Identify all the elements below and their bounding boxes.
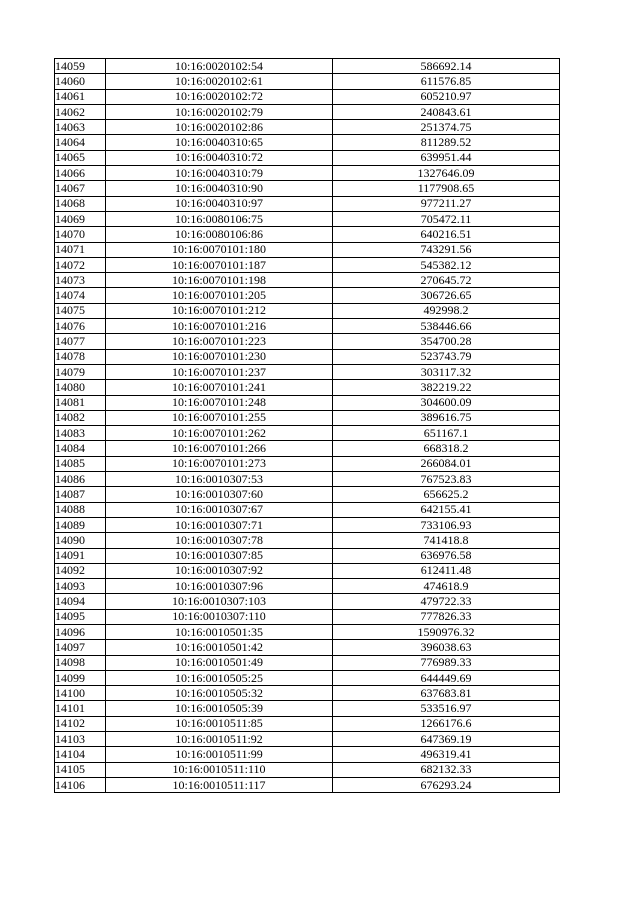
table-row xyxy=(55,181,560,196)
cadastral-number-cell: 10:16:0010307:103 xyxy=(106,594,333,609)
value-cell: 733106.93 xyxy=(333,517,560,532)
value-cell: 354700.28 xyxy=(333,334,560,349)
table-row xyxy=(55,472,560,487)
row-number-cell: 14070 xyxy=(55,227,106,242)
value-cell: 642155.41 xyxy=(333,502,560,517)
cadastral-number-cell: 10:16:0020102:72 xyxy=(106,89,333,104)
value-cell: 743291.56 xyxy=(333,242,560,257)
row-number-cell: 14075 xyxy=(55,303,106,318)
table-row xyxy=(55,563,560,578)
table-row xyxy=(55,120,560,135)
row-number-cell: 14103 xyxy=(55,732,106,747)
value-cell: 767523.83 xyxy=(333,472,560,487)
value-cell: 586692.14 xyxy=(333,59,560,74)
value-cell: 776989.33 xyxy=(333,655,560,670)
table-row xyxy=(55,502,560,517)
value-cell: 977211.27 xyxy=(333,196,560,211)
row-number-cell: 14092 xyxy=(55,563,106,578)
cadastral-number-cell: 10:16:0070101:266 xyxy=(106,441,333,456)
row-number-cell: 14087 xyxy=(55,487,106,502)
value-cell: 303117.32 xyxy=(333,364,560,379)
table-row xyxy=(55,303,560,318)
row-number-cell: 14062 xyxy=(55,104,106,119)
row-number-cell: 14097 xyxy=(55,640,106,655)
table-row xyxy=(55,777,560,792)
table-row xyxy=(55,319,560,334)
table-row xyxy=(55,716,560,731)
value-cell: 389616.75 xyxy=(333,410,560,425)
table-row xyxy=(55,135,560,150)
cadastral-number-cell: 10:16:0040310:65 xyxy=(106,135,333,150)
table-row xyxy=(55,624,560,639)
value-cell: 523743.79 xyxy=(333,349,560,364)
table-row xyxy=(55,89,560,104)
table-row xyxy=(55,196,560,211)
cadastral-number-cell: 10:16:0040310:97 xyxy=(106,196,333,211)
row-number-cell: 14077 xyxy=(55,334,106,349)
table-row xyxy=(55,747,560,762)
row-number-cell: 14066 xyxy=(55,166,106,181)
value-cell: 705472.11 xyxy=(333,211,560,226)
cadastral-number-cell: 10:16:0070101:241 xyxy=(106,380,333,395)
cadastral-number-cell: 10:16:0010307:85 xyxy=(106,548,333,563)
cadastral-number-cell: 10:16:0010501:35 xyxy=(106,624,333,639)
value-cell: 612411.48 xyxy=(333,563,560,578)
cadastral-number-cell: 10:16:0070101:198 xyxy=(106,273,333,288)
row-number-cell: 14071 xyxy=(55,242,106,257)
value-cell: 545382.12 xyxy=(333,257,560,272)
table-row xyxy=(55,655,560,670)
value-cell: 304600.09 xyxy=(333,395,560,410)
row-number-cell: 14061 xyxy=(55,89,106,104)
row-number-cell: 14104 xyxy=(55,747,106,762)
table-row xyxy=(55,762,560,777)
table-row xyxy=(55,594,560,609)
table-row xyxy=(55,686,560,701)
table-row xyxy=(55,517,560,532)
row-number-cell: 14069 xyxy=(55,211,106,226)
cadastral-number-cell: 10:16:0070101:212 xyxy=(106,303,333,318)
table-row xyxy=(55,273,560,288)
value-cell: 611576.85 xyxy=(333,74,560,89)
cadastral-number-cell: 10:16:0070101:230 xyxy=(106,349,333,364)
row-number-cell: 14099 xyxy=(55,670,106,685)
row-number-cell: 14060 xyxy=(55,74,106,89)
table-row xyxy=(55,426,560,441)
table-row xyxy=(55,166,560,181)
cadastral-number-cell: 10:16:0020102:86 xyxy=(106,120,333,135)
value-cell: 644449.69 xyxy=(333,670,560,685)
table-body xyxy=(55,59,560,793)
cadastral-number-cell: 10:16:0070101:237 xyxy=(106,364,333,379)
cadastral-number-cell: 10:16:0010505:25 xyxy=(106,670,333,685)
value-cell: 741418.8 xyxy=(333,533,560,548)
value-cell: 306726.65 xyxy=(333,288,560,303)
cadastral-number-cell: 10:16:0010307:67 xyxy=(106,502,333,517)
row-number-cell: 14096 xyxy=(55,624,106,639)
value-cell: 811289.52 xyxy=(333,135,560,150)
row-number-cell: 14080 xyxy=(55,380,106,395)
row-number-cell: 14091 xyxy=(55,548,106,563)
cadastral-number-cell: 10:16:0010511:110 xyxy=(106,762,333,777)
value-cell: 639951.44 xyxy=(333,150,560,165)
row-number-cell: 14082 xyxy=(55,410,106,425)
value-cell: 1327646.09 xyxy=(333,166,560,181)
table-row xyxy=(55,533,560,548)
value-cell: 1590976.32 xyxy=(333,624,560,639)
value-cell: 270645.72 xyxy=(333,273,560,288)
value-cell: 656625.2 xyxy=(333,487,560,502)
value-cell: 647369.19 xyxy=(333,732,560,747)
cadastral-number-cell: 10:16:0070101:255 xyxy=(106,410,333,425)
cadastral-number-cell: 10:16:0010511:85 xyxy=(106,716,333,731)
table-row xyxy=(55,487,560,502)
row-number-cell: 14105 xyxy=(55,762,106,777)
table-row xyxy=(55,211,560,226)
cadastral-number-cell: 10:16:0010307:60 xyxy=(106,487,333,502)
row-number-cell: 14083 xyxy=(55,426,106,441)
value-cell: 682132.33 xyxy=(333,762,560,777)
row-number-cell: 14067 xyxy=(55,181,106,196)
row-number-cell: 14098 xyxy=(55,655,106,670)
value-cell: 396038.63 xyxy=(333,640,560,655)
cadastral-number-cell: 10:16:0040310:72 xyxy=(106,150,333,165)
row-number-cell: 14095 xyxy=(55,609,106,624)
value-cell: 479722.33 xyxy=(333,594,560,609)
value-cell: 651167.1 xyxy=(333,426,560,441)
table-row xyxy=(55,104,560,119)
cadastral-number-cell: 10:16:0010307:78 xyxy=(106,533,333,548)
cadastral-number-cell: 10:16:0010511:99 xyxy=(106,747,333,762)
cadastral-number-cell: 10:16:0010501:42 xyxy=(106,640,333,655)
row-number-cell: 14090 xyxy=(55,533,106,548)
row-number-cell: 14068 xyxy=(55,196,106,211)
cadastral-number-cell: 10:16:0010307:53 xyxy=(106,472,333,487)
value-cell: 251374.75 xyxy=(333,120,560,135)
table-row xyxy=(55,395,560,410)
table-row xyxy=(55,640,560,655)
value-cell: 668318.2 xyxy=(333,441,560,456)
row-number-cell: 14065 xyxy=(55,150,106,165)
cadastral-number-cell: 10:16:0070101:262 xyxy=(106,426,333,441)
table-row xyxy=(55,257,560,272)
value-cell: 676293.24 xyxy=(333,777,560,792)
table-row xyxy=(55,441,560,456)
row-number-cell: 14100 xyxy=(55,686,106,701)
cadastral-number-cell: 10:16:0080106:75 xyxy=(106,211,333,226)
table-row xyxy=(55,670,560,685)
cadastral-number-cell: 10:16:0020102:61 xyxy=(106,74,333,89)
row-number-cell: 14101 xyxy=(55,701,106,716)
table-row xyxy=(55,59,560,74)
cadastral-number-cell: 10:16:0070101:223 xyxy=(106,334,333,349)
table-row xyxy=(55,334,560,349)
table-row xyxy=(55,349,560,364)
cadastral-number-cell: 10:16:0010505:39 xyxy=(106,701,333,716)
row-number-cell: 14094 xyxy=(55,594,106,609)
value-cell: 474618.9 xyxy=(333,579,560,594)
table-row xyxy=(55,609,560,624)
cadastral-number-cell: 10:16:0010511:92 xyxy=(106,732,333,747)
cadastral-number-cell: 10:16:0010307:110 xyxy=(106,609,333,624)
value-cell: 777826.33 xyxy=(333,609,560,624)
row-number-cell: 14088 xyxy=(55,502,106,517)
row-number-cell: 14074 xyxy=(55,288,106,303)
row-number-cell: 14059 xyxy=(55,59,106,74)
value-cell: 538446.66 xyxy=(333,319,560,334)
row-number-cell: 14072 xyxy=(55,257,106,272)
value-cell: 637683.81 xyxy=(333,686,560,701)
table-row xyxy=(55,288,560,303)
cadastral-number-cell: 10:16:0040310:90 xyxy=(106,181,333,196)
table-row xyxy=(55,242,560,257)
table-row xyxy=(55,380,560,395)
cadastral-number-cell: 10:16:0070101:248 xyxy=(106,395,333,410)
table-row xyxy=(55,227,560,242)
row-number-cell: 14063 xyxy=(55,120,106,135)
cadastral-number-cell: 10:16:0010511:117 xyxy=(106,777,333,792)
cadastral-number-cell: 10:16:0020102:79 xyxy=(106,104,333,119)
cadastral-number-cell: 10:16:0010307:92 xyxy=(106,563,333,578)
row-number-cell: 14076 xyxy=(55,319,106,334)
cadastral-number-cell: 10:16:0020102:54 xyxy=(106,59,333,74)
table-row xyxy=(55,456,560,471)
value-cell: 1266176.6 xyxy=(333,716,560,731)
row-number-cell: 14081 xyxy=(55,395,106,410)
row-number-cell: 14086 xyxy=(55,472,106,487)
value-cell: 382219.22 xyxy=(333,380,560,395)
cadastral-number-cell: 10:16:0070101:273 xyxy=(106,456,333,471)
cadastral-number-cell: 10:16:0080106:86 xyxy=(106,227,333,242)
value-cell: 1177908.65 xyxy=(333,181,560,196)
cadastral-number-cell: 10:16:0010501:49 xyxy=(106,655,333,670)
data-table xyxy=(54,58,560,793)
cadastral-number-cell: 10:16:0070101:216 xyxy=(106,319,333,334)
row-number-cell: 14078 xyxy=(55,349,106,364)
value-cell: 266084.01 xyxy=(333,456,560,471)
table-row xyxy=(55,548,560,563)
cadastral-number-cell: 10:16:0040310:79 xyxy=(106,166,333,181)
table-row xyxy=(55,732,560,747)
table-row xyxy=(55,410,560,425)
cadastral-number-cell: 10:16:0070101:187 xyxy=(106,257,333,272)
table-row xyxy=(55,364,560,379)
value-cell: 533516.97 xyxy=(333,701,560,716)
value-cell: 240843.61 xyxy=(333,104,560,119)
cadastral-number-cell: 10:16:0010307:71 xyxy=(106,517,333,532)
table-row xyxy=(55,701,560,716)
value-cell: 496319.41 xyxy=(333,747,560,762)
row-number-cell: 14073 xyxy=(55,273,106,288)
row-number-cell: 14089 xyxy=(55,517,106,532)
row-number-cell: 14079 xyxy=(55,364,106,379)
table-row xyxy=(55,150,560,165)
table-row xyxy=(55,74,560,89)
row-number-cell: 14064 xyxy=(55,135,106,150)
row-number-cell: 14085 xyxy=(55,456,106,471)
value-cell: 640216.51 xyxy=(333,227,560,242)
value-cell: 636976.58 xyxy=(333,548,560,563)
cadastral-number-cell: 10:16:0070101:180 xyxy=(106,242,333,257)
table-row xyxy=(55,579,560,594)
row-number-cell: 14093 xyxy=(55,579,106,594)
value-cell: 492998.2 xyxy=(333,303,560,318)
row-number-cell: 14106 xyxy=(55,777,106,792)
cadastral-number-cell: 10:16:0070101:205 xyxy=(106,288,333,303)
row-number-cell: 14102 xyxy=(55,716,106,731)
value-cell: 605210.97 xyxy=(333,89,560,104)
cadastral-number-cell: 10:16:0010505:32 xyxy=(106,686,333,701)
row-number-cell: 14084 xyxy=(55,441,106,456)
cadastral-number-cell: 10:16:0010307:96 xyxy=(106,579,333,594)
